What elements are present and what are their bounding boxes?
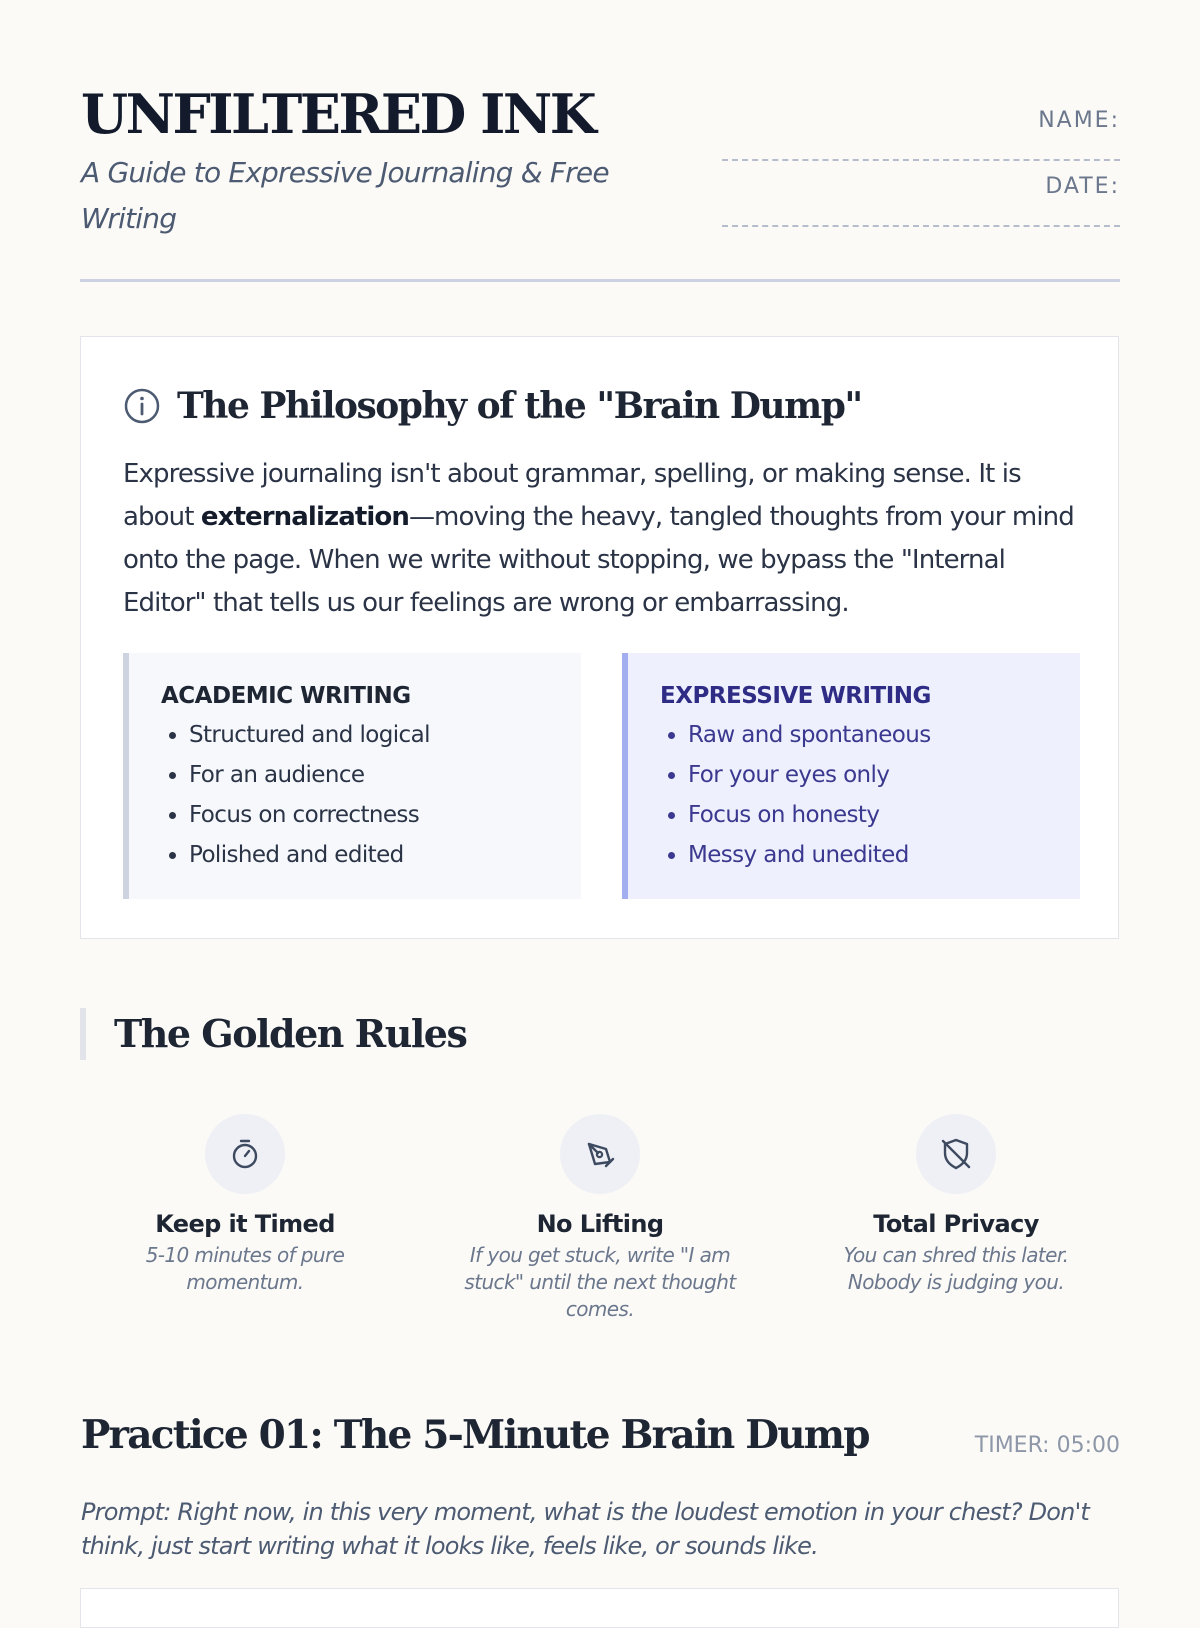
academic-writing-heading: ACADEMIC WRITING: [161, 683, 411, 709]
golden-rules-title: The Golden Rules: [114, 1011, 467, 1056]
rule-total-privacy: [806, 1114, 1106, 1296]
rule-title: Total Privacy: [873, 1210, 1039, 1238]
shield-off-icon: [916, 1114, 996, 1194]
list-item: • Structured and logical: [189, 715, 581, 755]
list-item: • Messy and unedited: [688, 835, 1080, 875]
philosophy-card: [80, 336, 1119, 939]
list-item: • For your eyes only: [688, 755, 1080, 795]
academic-writing-list: [161, 715, 581, 875]
practice-prompt: Prompt: Right now, in this very moment, what is the loudest emotion in your chest? Don't think, just start writing what it looks like, feels like, or sounds like.: [81, 1498, 1089, 1560]
list-item: • For an audience: [189, 755, 581, 795]
philosophy-header: [123, 385, 862, 427]
expressive-writing-list: [660, 715, 1080, 875]
header-divider: [80, 279, 1120, 282]
rule-title: No Lifting: [536, 1210, 664, 1238]
timer-label: TIMER: 05:00: [974, 1433, 1120, 1458]
rule-description: If you get stuck, write "I am stuck" until the next thought comes.: [464, 1243, 736, 1321]
rule-description: 5-10 minutes of pure momentum.: [145, 1243, 345, 1294]
philosophy-body-part-1: Expressive journaling isn't about grammar, spelling, or making sense. It is about: [123, 459, 1021, 532]
list-item: • Focus on honesty: [688, 795, 1080, 835]
rule-title: Keep it Timed: [155, 1210, 335, 1238]
pen-tool-icon: [560, 1114, 640, 1194]
date-label: DATE:: [1045, 174, 1120, 199]
list-item: • Raw and spontaneous: [688, 715, 1080, 755]
philosophy-body-emphasis: externalization: [200, 502, 409, 532]
rule-keep-it-timed: [95, 1114, 395, 1296]
academic-writing-box: [123, 653, 581, 899]
rule-description: You can shred this later. Nobody is judging you.: [843, 1243, 1069, 1294]
rule-no-lifting: [450, 1114, 750, 1323]
name-blank-line[interactable]: [722, 139, 1120, 161]
name-field[interactable]: [720, 108, 1120, 161]
date-blank-line[interactable]: [722, 205, 1120, 227]
name-label: NAME:: [1038, 108, 1120, 133]
date-field[interactable]: [720, 174, 1120, 227]
expressive-writing-box: [622, 653, 1080, 899]
philosophy-title: The Philosophy of the "Brain Dump": [177, 385, 862, 427]
practice-title: Practice 01: The 5-Minute Brain Dump: [81, 1412, 869, 1458]
philosophy-body-part-2: —moving the heavy, tangled thoughts from your mind onto the page. When we write without stopping, we bypass the "Internal Editor" that tells us our feelings are wrong or embarrassing.: [123, 502, 1074, 618]
list-item: • Focus on correctness: [189, 795, 581, 835]
stopwatch-icon: [205, 1114, 285, 1194]
expressive-writing-heading: EXPRESSIVE WRITING: [660, 683, 931, 709]
golden-rules-header: [80, 1008, 466, 1060]
writing-area[interactable]: [80, 1588, 1119, 1628]
list-item: • Polished and edited: [189, 835, 581, 875]
info-icon: [123, 387, 161, 425]
page-subtitle: A Guide to Expressive Journaling & Free Writing: [81, 156, 609, 235]
philosophy-body: [123, 453, 1083, 625]
page-title: UNFILTERED INK: [81, 82, 595, 146]
